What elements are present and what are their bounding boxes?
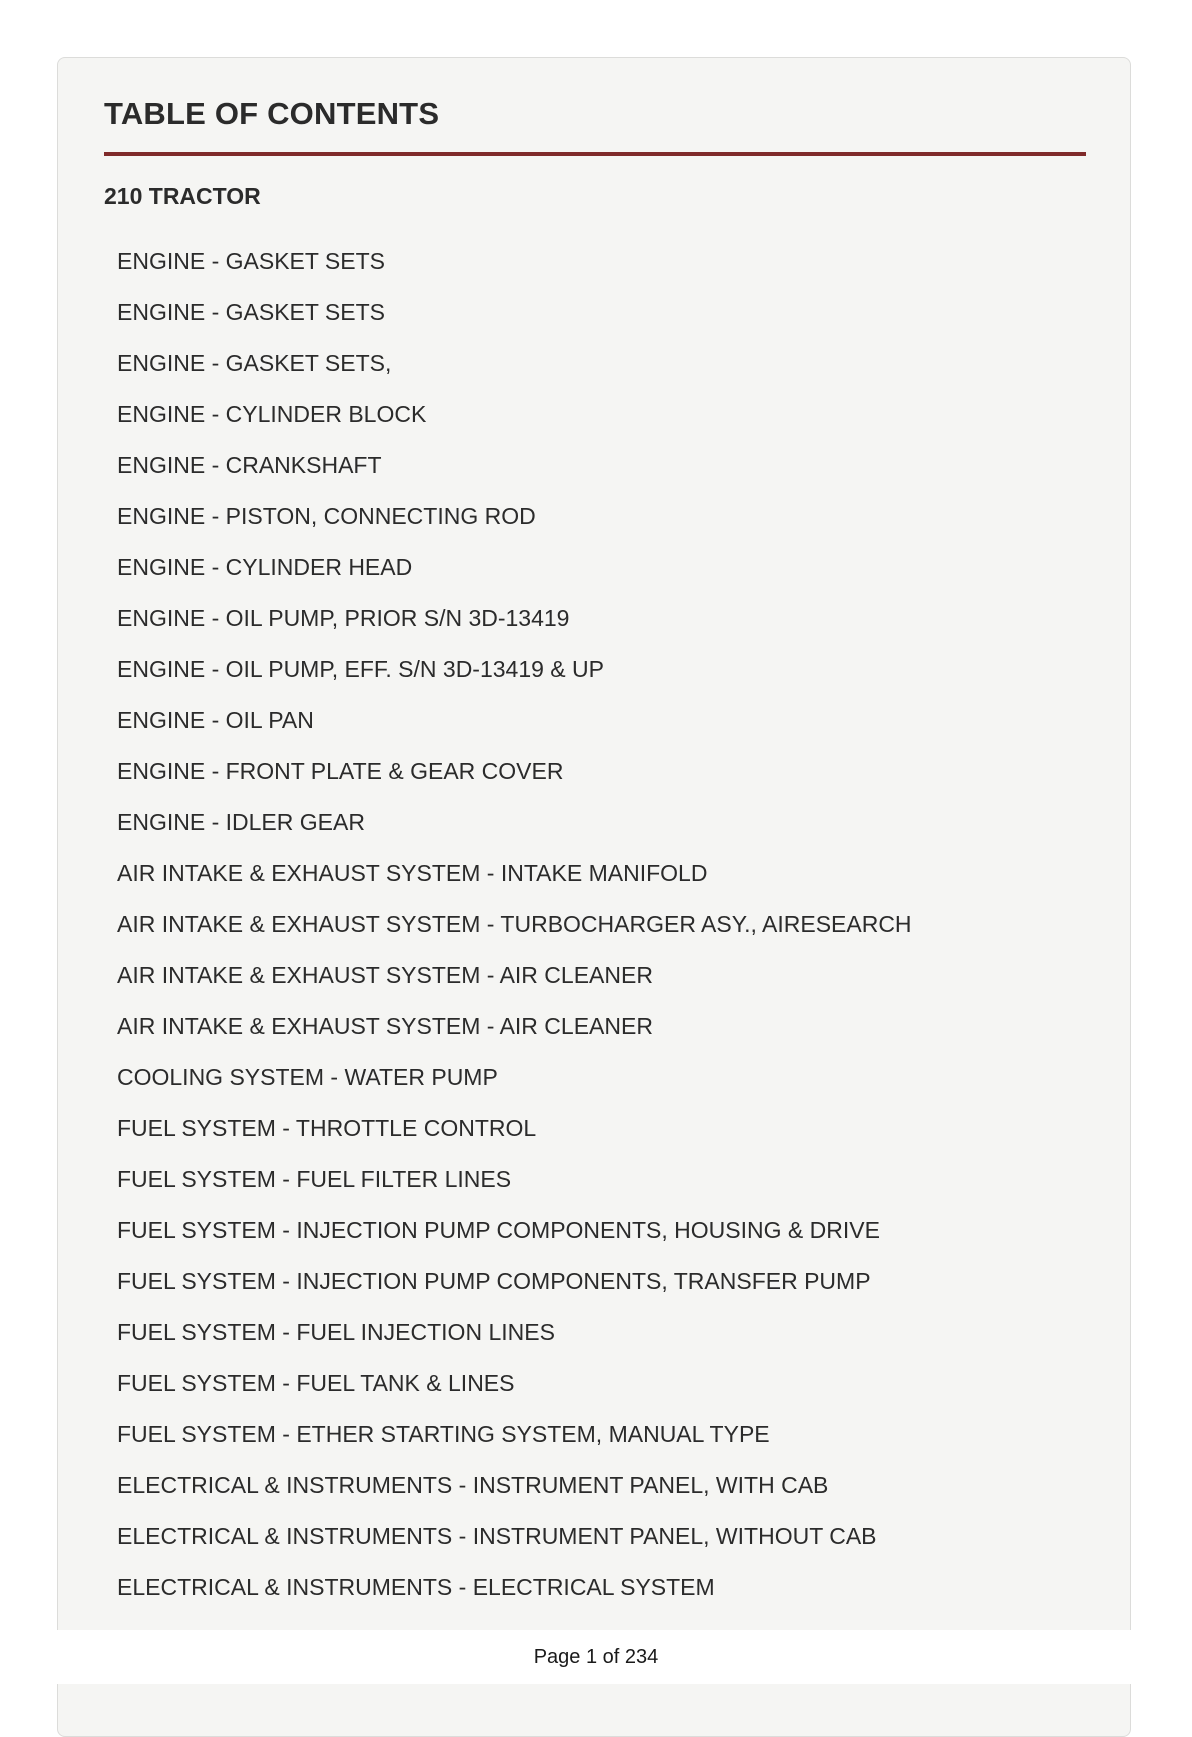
title-divider (104, 152, 1086, 156)
table-of-contents-panel (57, 57, 1131, 1737)
toc-entry[interactable]: AIR INTAKE & EXHAUST SYSTEM - INTAKE MANIFOLD (117, 860, 708, 886)
toc-entry[interactable]: AIR INTAKE & EXHAUST SYSTEM - AIR CLEANER (117, 962, 653, 988)
section-heading: 210 TRACTOR (104, 183, 261, 209)
toc-entry[interactable]: ELECTRICAL & INSTRUMENTS - INSTRUMENT PANEL, WITH CAB (117, 1472, 829, 1498)
toc-entry[interactable]: ENGINE - CYLINDER HEAD (117, 554, 413, 580)
page-number: Page 1 of 234 (533, 1646, 659, 1668)
toc-list (117, 246, 912, 1623)
toc-entry[interactable]: ENGINE - OIL PAN (117, 707, 314, 733)
toc-entry[interactable]: FUEL SYSTEM - THROTTLE CONTROL (117, 1115, 537, 1141)
toc-entry[interactable]: ENGINE - GASKET SETS (117, 299, 385, 325)
toc-entry[interactable]: ENGINE - CRANKSHAFT (117, 452, 382, 478)
toc-entry[interactable]: ENGINE - GASKET SETS, (117, 350, 392, 376)
toc-entry[interactable]: FUEL SYSTEM - FUEL INJECTION LINES (117, 1319, 555, 1345)
toc-entry[interactable]: FUEL SYSTEM - INJECTION PUMP COMPONENTS, TRANSFER PUMP (117, 1268, 871, 1294)
toc-entry[interactable]: FUEL SYSTEM - FUEL TANK & LINES (117, 1370, 515, 1396)
toc-entry[interactable]: ENGINE - OIL PUMP, PRIOR S/N 3D-13419 (117, 605, 570, 631)
toc-entry[interactable]: ENGINE - FRONT PLATE & GEAR COVER (117, 758, 564, 784)
toc-entry[interactable]: ENGINE - IDLER GEAR (117, 809, 365, 835)
toc-entry[interactable]: ELECTRICAL & INSTRUMENTS - ELECTRICAL SYSTEM (117, 1574, 715, 1600)
toc-entry[interactable]: ENGINE - GASKET SETS (117, 248, 385, 274)
toc-entry[interactable]: FUEL SYSTEM - FUEL FILTER LINES (117, 1166, 512, 1192)
toc-entry[interactable]: COOLING SYSTEM - WATER PUMP (117, 1064, 498, 1090)
page-title: TABLE OF CONTENTS (104, 96, 440, 131)
toc-entry[interactable]: AIR INTAKE & EXHAUST SYSTEM - TURBOCHARGER ASY., AIRESEARCH (117, 911, 912, 937)
toc-entry[interactable]: FUEL SYSTEM - INJECTION PUMP COMPONENTS, HOUSING & DRIVE (117, 1217, 880, 1243)
toc-entry[interactable]: ELECTRICAL & INSTRUMENTS - INSTRUMENT PANEL, WITHOUT CAB (117, 1523, 877, 1549)
toc-entry[interactable]: ENGINE - CYLINDER BLOCK (117, 401, 427, 427)
toc-entry[interactable]: FUEL SYSTEM - ETHER STARTING SYSTEM, MANUAL TYPE (117, 1421, 770, 1447)
toc-entry[interactable]: ENGINE - PISTON, CONNECTING ROD (117, 503, 536, 529)
page-footer (0, 1630, 1192, 1684)
toc-entry[interactable]: AIR INTAKE & EXHAUST SYSTEM - AIR CLEANER (117, 1013, 653, 1039)
toc-entry[interactable]: ENGINE - OIL PUMP, EFF. S/N 3D-13419 & UP (117, 656, 604, 682)
